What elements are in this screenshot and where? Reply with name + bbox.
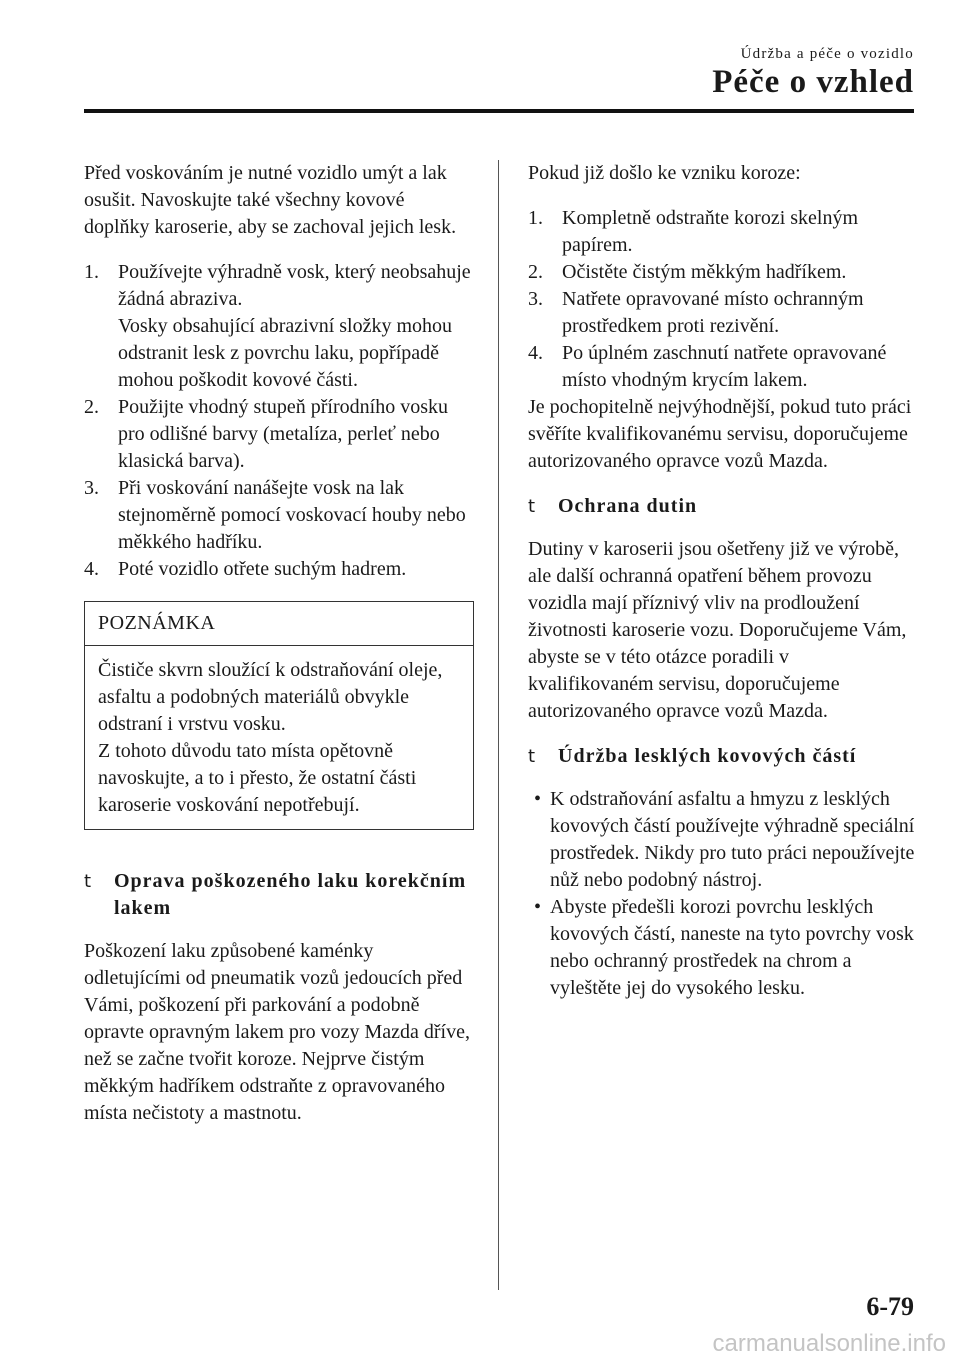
bullet-text: K odstraňování asfaltu a hmyzu z lesklých kovových částí používejte výhradně speciální prostředek. Nikdy pro tuto práci nepoužívejte nůž nebo podobný nástroj. bbox=[550, 788, 915, 891]
list-item bbox=[84, 475, 474, 556]
note-text-1: Čističe skvrn sloužící k odstraňování oleje, asfaltu a podobných materiálů obvykle odstraní i vrstvu vosku. bbox=[98, 659, 443, 735]
list-item bbox=[528, 286, 918, 340]
column-divider bbox=[498, 160, 499, 1290]
list-item bbox=[528, 259, 918, 286]
list-item bbox=[84, 259, 474, 394]
cavity-protection-paragraph: Dutiny v karoserii jsou ošetřeny již ve výrobě, ale další ochranná opatření během provozu vozidla mají příznivý vliv na prodloužení životnosti karoserie vozu. Doporučujeme Vám, abyste se v této otázce poradili v kvalifikovaném servisu, doporučujeme autorizovaného opravce vozů Mazda. bbox=[528, 538, 907, 722]
page-title: Péče o vzhled bbox=[712, 64, 914, 100]
step-text: Natřete opravované místo ochranným prostředkem proti rezivění. bbox=[562, 288, 864, 337]
left-column bbox=[84, 160, 474, 1127]
step-number: 2. bbox=[528, 261, 543, 283]
section-marker-icon: t bbox=[528, 746, 537, 767]
section-heading-text: Oprava poškozeného laku korekčním lakem bbox=[114, 870, 467, 919]
step-number: 3. bbox=[84, 477, 99, 499]
step-text: Kompletně odstraňte korozi skelným papírem. bbox=[562, 207, 859, 256]
corrosion-intro: Pokud již došlo ke vzniku koroze: bbox=[528, 162, 801, 184]
watermark: carmanualsonline.info bbox=[712, 1330, 946, 1357]
section-marker-icon: t bbox=[84, 871, 93, 892]
step-text: Po úplném zaschnutí natřete opravované místo vhodným krycím lakem. bbox=[562, 342, 887, 391]
list-item bbox=[528, 894, 918, 1002]
list-item bbox=[528, 786, 918, 894]
paint-repair-paragraph: Poškození laku způsobené kaménky odletujícími od pneumatik vozů jedoucích před Vámi, poškození při parkování a podobně opravte opravným lakem pro vozy Mazda dříve, než se začne tvořit koroze. Nejprve čistým měkkým hadříkem odstraňte z opravovaného místa nečistoty a mastnotu. bbox=[84, 940, 470, 1124]
section-marker-icon: t bbox=[528, 496, 537, 517]
step-text: Poté vozidlo otřete suchým hadrem. bbox=[118, 558, 407, 580]
bullet-icon: • bbox=[534, 788, 542, 810]
corrosion-steps bbox=[528, 205, 918, 394]
section-heading-metal-parts bbox=[528, 743, 918, 770]
list-item bbox=[528, 340, 918, 394]
list-item bbox=[84, 556, 474, 583]
step-text: Při voskování nanášejte vosk na lak stejnoměrně pomocí voskovací houby nebo měkkého hadříku. bbox=[118, 477, 466, 553]
intro-paragraph: Před voskováním je nutné vozidlo umýt a lak osušit. Navoskujte také všechny kovové doplňky karoserie, aby se zachoval jejich lesk. bbox=[84, 162, 457, 238]
step-number: 3. bbox=[528, 288, 543, 310]
step-text: Očistěte čistým měkkým hadříkem. bbox=[562, 261, 847, 283]
page-number: 6-79 bbox=[866, 1292, 914, 1321]
step-number: 1. bbox=[84, 261, 99, 283]
step-text: Používejte výhradně vosk, který neobsahuje žádná abraziva. bbox=[118, 261, 471, 310]
step-number: 1. bbox=[528, 207, 543, 229]
step-extra: Vosky obsahující abrazivní složky mohou odstranit lesk z povrchu laku, popřípadě mohou poškodit kovové části. bbox=[118, 315, 453, 391]
step-text: Použijte vhodný stupeň přírodního vosku pro odlišné barvy (metalíza, perleť nebo klasická barva). bbox=[118, 396, 448, 472]
bullet-icon: • bbox=[534, 896, 542, 918]
service-recommendation: Je pochopitelně nejvýhodnější, pokud tuto práci svěříte kvalifikovanému servisu, doporučujeme autorizovaného opravce vozů Mazda. bbox=[528, 396, 912, 472]
note-body bbox=[85, 646, 473, 829]
section-heading-cavity-protection bbox=[528, 493, 918, 520]
step-number: 2. bbox=[84, 396, 99, 418]
step-number: 4. bbox=[84, 558, 99, 580]
section-heading-text: Údržba lesklých kovových částí bbox=[558, 745, 857, 767]
metal-care-bullets bbox=[528, 786, 918, 1002]
bullet-text: Abyste předešli korozi povrchu lesklých kovových částí, naneste na tyto povrchy vosk nebo ochranný prostředek na chrom a vyleštěte jej do vysokého lesku. bbox=[550, 896, 914, 999]
section-heading-paint-repair bbox=[84, 868, 474, 922]
note-heading: POZNÁMKA bbox=[85, 602, 473, 646]
step-number: 4. bbox=[528, 342, 543, 364]
list-item bbox=[84, 394, 474, 475]
right-column bbox=[528, 160, 918, 1002]
note-box bbox=[84, 601, 474, 830]
header-rule bbox=[84, 109, 914, 113]
waxing-steps bbox=[84, 259, 474, 583]
note-text-2: Z tohoto důvodu tato místa opětovně navoskujte, a to i přesto, že ostatní části karoserie voskování nepotřebují. bbox=[98, 740, 417, 816]
header-section-label: Údržba a péče o vozidlo bbox=[740, 46, 914, 62]
section-heading-text: Ochrana dutin bbox=[558, 495, 698, 517]
list-item bbox=[528, 205, 918, 259]
